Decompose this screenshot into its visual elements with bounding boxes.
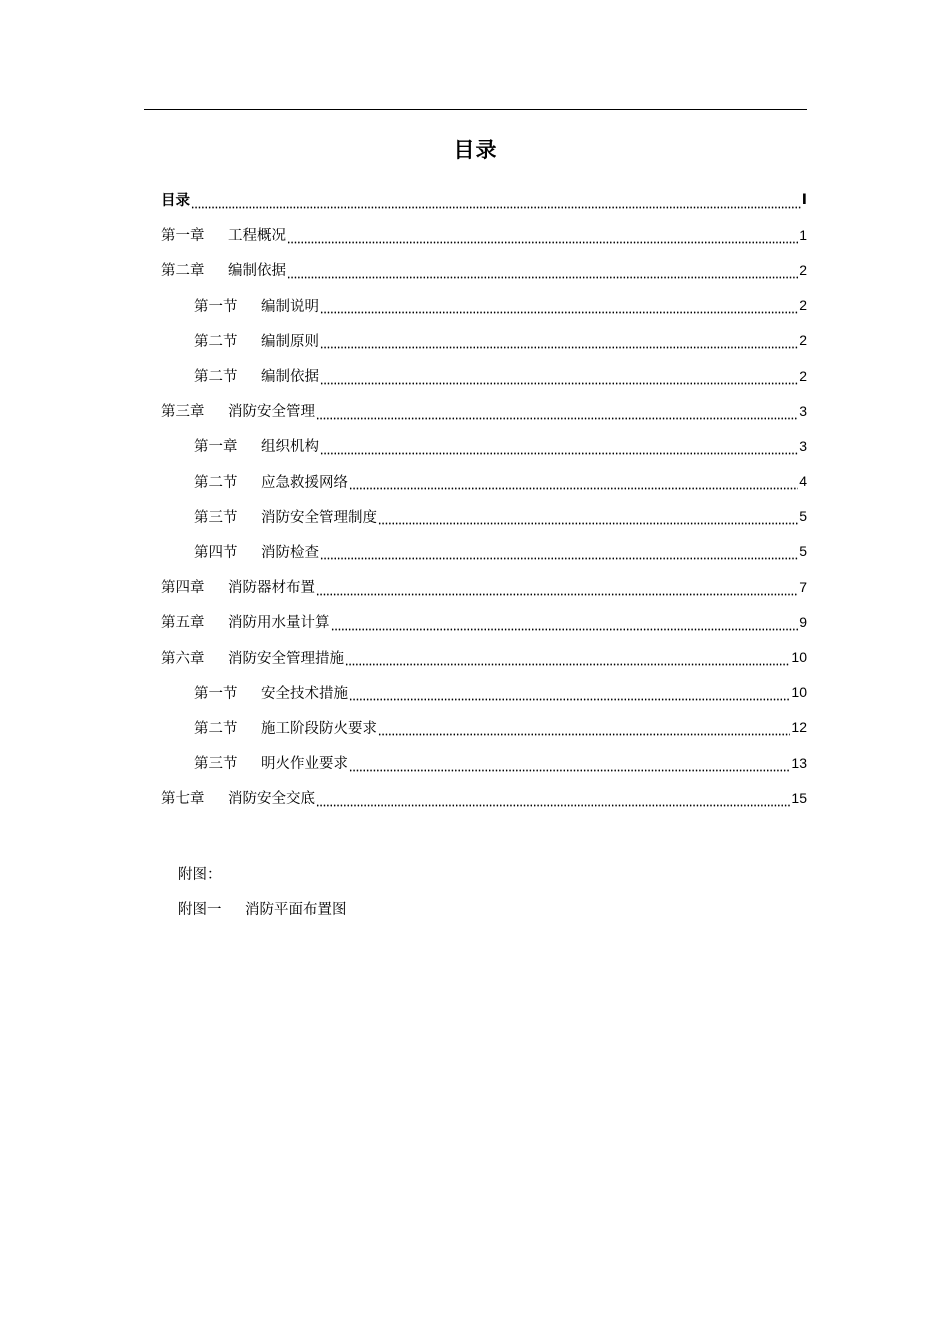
toc-dot-leader	[316, 410, 798, 420]
toc-entry-label	[194, 717, 377, 738]
toc-dot-leader	[191, 199, 801, 209]
toc-entry-label	[194, 435, 319, 456]
toc-entry-number: 第二节	[194, 720, 238, 737]
toc-entry[interactable]	[161, 675, 807, 710]
toc-entry[interactable]	[161, 393, 807, 428]
toc-entry[interactable]	[161, 569, 807, 604]
toc-entry[interactable]	[161, 639, 807, 674]
toc-entry[interactable]	[161, 604, 807, 639]
toc-entry-label	[161, 576, 315, 597]
toc-entry-title: 消防安全管理措施	[228, 650, 344, 667]
toc-page-number: 13	[791, 754, 807, 771]
toc-entry-title: 编制说明	[261, 298, 319, 315]
appendix-item	[178, 893, 347, 928]
toc-entry[interactable]	[161, 182, 807, 217]
toc-entry-title: 消防用水量计算	[228, 615, 330, 632]
toc-dot-leader	[320, 375, 798, 385]
toc-entry-label	[161, 259, 286, 280]
appendix-heading: 附图：	[178, 867, 222, 883]
toc-entry[interactable]	[161, 464, 807, 499]
appendix-section	[178, 858, 347, 928]
page-title: 目录	[453, 138, 498, 162]
toc-page-number: 5	[799, 508, 807, 525]
toc-entry-number: 第三章	[161, 404, 205, 421]
toc-entry-label	[194, 752, 348, 773]
toc-entry-title: 施工阶段防火要求	[261, 720, 377, 737]
toc-page-number: 12	[791, 719, 807, 736]
toc-page-number: 7	[799, 578, 807, 595]
toc-entry-title: 消防安全管理制度	[261, 509, 377, 526]
toc-entry[interactable]	[161, 534, 807, 569]
toc-entry[interactable]	[161, 710, 807, 745]
toc-entry-title: 编制依据	[228, 263, 286, 280]
toc-dot-leader	[345, 656, 790, 666]
toc-page-number: 5	[799, 543, 807, 560]
toc-entry-number: 第一章	[161, 228, 205, 245]
toc-dot-leader	[320, 550, 798, 560]
toc-dot-leader	[320, 339, 798, 349]
toc-entry-label	[194, 330, 319, 351]
toc-dot-leader	[316, 586, 798, 596]
toc-entry-number: 第三节	[194, 756, 238, 773]
toc-page-number: 10	[791, 649, 807, 666]
toc-dot-leader	[349, 691, 790, 701]
toc-entry-number: 第五章	[161, 615, 205, 632]
toc-entry-number: 第四节	[194, 544, 238, 561]
toc-entry-number: 第二节	[194, 474, 238, 491]
toc-entry-title: 消防安全交底	[228, 791, 315, 808]
toc-entry-number: 第六章	[161, 650, 205, 667]
toc-entry-number: 第三节	[194, 509, 238, 526]
toc-dot-leader	[287, 269, 798, 279]
toc-entry[interactable]	[161, 323, 807, 358]
toc-entry[interactable]	[161, 217, 807, 252]
toc-page-number: 2	[799, 261, 807, 278]
toc-page-number: 3	[799, 437, 807, 454]
toc-page-number: 2	[799, 367, 807, 384]
toc-entry-label	[194, 295, 319, 316]
toc-entry[interactable]	[161, 288, 807, 323]
toc-entry-title: 目录	[161, 193, 190, 210]
toc-entry[interactable]	[161, 499, 807, 534]
toc-entry-label	[161, 787, 315, 808]
toc-entry-title: 安全技术措施	[261, 685, 348, 702]
toc-entry-label	[161, 647, 344, 668]
toc-entry-label	[161, 189, 190, 210]
toc-entry-label	[161, 611, 330, 632]
toc-dot-leader	[320, 304, 798, 314]
toc-entry-label	[194, 365, 319, 386]
toc-page-number: I	[801, 191, 807, 208]
toc-entry-number: 第二节	[194, 333, 238, 350]
toc-dot-leader	[287, 234, 798, 244]
toc-dot-leader	[316, 797, 790, 807]
toc-entry-number: 第七章	[161, 791, 205, 808]
toc-entry[interactable]	[161, 745, 807, 780]
toc-page-number: 9	[799, 613, 807, 630]
toc-entry-label	[194, 682, 348, 703]
toc-entry-title: 编制原则	[261, 333, 319, 350]
header-rule	[144, 109, 807, 110]
toc-entry-title: 工程概况	[228, 228, 286, 245]
toc-entry-label	[161, 400, 315, 421]
toc-page-number: 15	[791, 789, 807, 806]
appendix-item-label: 消防平面布置图	[245, 902, 347, 918]
appendix-item-number: 附图一	[178, 902, 222, 918]
toc-entry-label	[194, 471, 348, 492]
toc-entry-title: 消防检查	[261, 544, 319, 561]
toc-entry-title: 编制依据	[261, 369, 319, 386]
toc-dot-leader	[331, 621, 799, 631]
toc-entry-number: 第二节	[194, 369, 238, 386]
toc-dot-leader	[320, 445, 798, 455]
toc-entry-title: 消防器材布置	[228, 580, 315, 597]
table-of-contents	[161, 182, 807, 815]
toc-page-number: 2	[799, 297, 807, 314]
toc-entry-title: 消防安全管理	[228, 404, 315, 421]
toc-entry[interactable]	[161, 780, 807, 815]
toc-dot-leader	[378, 515, 798, 525]
toc-entry[interactable]	[161, 252, 807, 287]
toc-entry-title: 明火作业要求	[261, 756, 348, 773]
toc-dot-leader	[349, 762, 790, 772]
toc-entry-number: 第四章	[161, 580, 205, 597]
toc-entry-number: 第二章	[161, 263, 205, 280]
toc-entry-label	[194, 506, 377, 527]
toc-entry[interactable]	[161, 358, 807, 393]
toc-entry-label	[194, 541, 319, 562]
toc-entry-number: 第一章	[194, 439, 238, 456]
toc-entry-number: 第一节	[194, 685, 238, 702]
toc-page-number: 3	[799, 402, 807, 419]
toc-page-number: 10	[791, 684, 807, 701]
toc-entry-number: 第一节	[194, 298, 238, 315]
toc-page-number: 4	[799, 473, 807, 490]
toc-entry-title: 应急救援网络	[261, 474, 348, 491]
toc-entry[interactable]	[161, 428, 807, 463]
toc-entry-label	[161, 224, 286, 245]
toc-dot-leader	[378, 726, 790, 736]
toc-page-number: 2	[799, 332, 807, 349]
toc-page-number: 1	[799, 226, 807, 243]
toc-dot-leader	[349, 480, 798, 490]
toc-entry-title: 组织机构	[261, 439, 319, 456]
